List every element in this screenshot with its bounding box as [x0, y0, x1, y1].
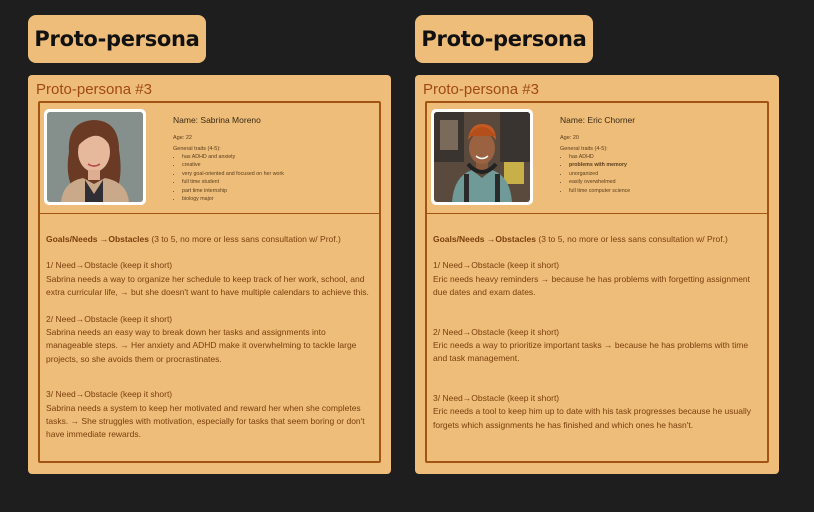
need-item: [433, 392, 757, 432]
need-text: Eric needs a tool to keep him up to date with his task progresses because he usually forgets which assignments he has finished and which ones he hasn't.: [433, 406, 751, 430]
trait-item: • biology major: [182, 195, 388, 203]
traits-label: General traits (4-5):: [173, 146, 221, 152]
trait-item: • problems with memory: [569, 161, 775, 169]
goals-heading-bold: Goals/Needs →Obstacles: [433, 234, 536, 244]
persona-card-2: [415, 75, 779, 474]
need-text: Sabrina needs a system to keep her motivated and reward her when she completes tasks. → She struggles with motivation, especially for tasks that seem boring or don't have immediate rewards.: [46, 402, 365, 440]
need-title: 3/ Need→Obstacle (keep it short): [46, 389, 173, 400]
trait-item: • full time student: [182, 178, 388, 186]
need-text: Eric needs heavy reminders → because he has problems with forgetting assignment due dates and exam dates.: [433, 273, 751, 298]
traits-list: [560, 153, 775, 195]
trait-item: • easily overwhelmed: [569, 178, 775, 186]
need-item: [46, 259, 369, 299]
need-item: [46, 313, 369, 367]
woman-portrait-image: [47, 112, 143, 202]
need-title: 2/ Need→Obstacle (keep it short): [433, 326, 560, 337]
goals-section: [46, 233, 369, 455]
need-item: [433, 326, 757, 366]
goals-heading-note: (3 to 5, no more or less sans consultation w/ Prof.): [536, 234, 728, 244]
need-title: 3/ Need→Obstacle (keep it short): [433, 392, 560, 403]
persona-name: Name: Sabrina Moreno: [173, 115, 261, 125]
persona-info: [560, 115, 775, 195]
persona-photo: [44, 109, 146, 205]
persona-age: Age: 22: [173, 135, 192, 141]
traits-label: General traits (4-5):: [560, 146, 608, 152]
need-item: [46, 388, 369, 442]
goals-section: [433, 233, 757, 445]
traits-list: [173, 153, 388, 203]
divider: [427, 213, 767, 214]
goals-heading-note: (3 to 5, no more or less sans consultation w/ Prof.): [149, 234, 341, 244]
persona-frame: [38, 101, 381, 463]
need-title: 1/ Need→Obstacle (keep it short): [433, 260, 560, 271]
need-text: Eric needs a way to prioritize important tasks → because he has problems with time and task management.: [433, 340, 749, 364]
persona-card-1: [28, 75, 391, 474]
persona-frame: [425, 101, 769, 463]
goals-heading: [433, 233, 757, 246]
divider: [40, 213, 379, 214]
goals-heading: [46, 233, 369, 246]
trait-item: • unorganized: [569, 170, 775, 178]
card-title: Proto-persona #3: [423, 81, 539, 98]
persona-heading-2: Proto-persona: [415, 15, 593, 63]
trait-item: • has ADHD: [569, 153, 775, 161]
persona-name: Name: Eric Chorner: [560, 115, 636, 125]
trait-item: • part time internship: [182, 187, 388, 195]
need-title: 2/ Need→Obstacle (keep it short): [46, 313, 173, 324]
persona-info: [173, 115, 388, 203]
persona-age: Age: 20: [560, 135, 579, 141]
need-text: Sabrina needs an easy way to break down her tasks and assignments into manageable steps. → Her anxiety and ADHD make it overwhelming to tackle large projects, so she avoids them or procrastinates.: [46, 327, 357, 364]
persona-photo: [431, 109, 533, 205]
trait-item: • has ADHD and anxiety: [182, 153, 388, 161]
need-item: [433, 259, 757, 299]
man-portrait-image: [434, 112, 530, 202]
need-text: Sabrina needs a way to organize her schedule to keep track of her work, school, and extra curricular life, → but she doesn't want to have multiple calendars to achieve this.: [46, 273, 369, 298]
goals-heading-bold: Goals/Needs →Obstacles: [46, 234, 149, 244]
trait-item: • creative: [182, 161, 388, 169]
trait-item: • full time computer science: [569, 187, 775, 195]
trait-item: • very goal-oriented and focused on her work: [182, 170, 388, 178]
persona-heading-1: Proto-persona: [28, 15, 206, 63]
card-title: Proto-persona #3: [36, 81, 152, 98]
need-title: 1/ Need→Obstacle (keep it short): [46, 260, 173, 271]
